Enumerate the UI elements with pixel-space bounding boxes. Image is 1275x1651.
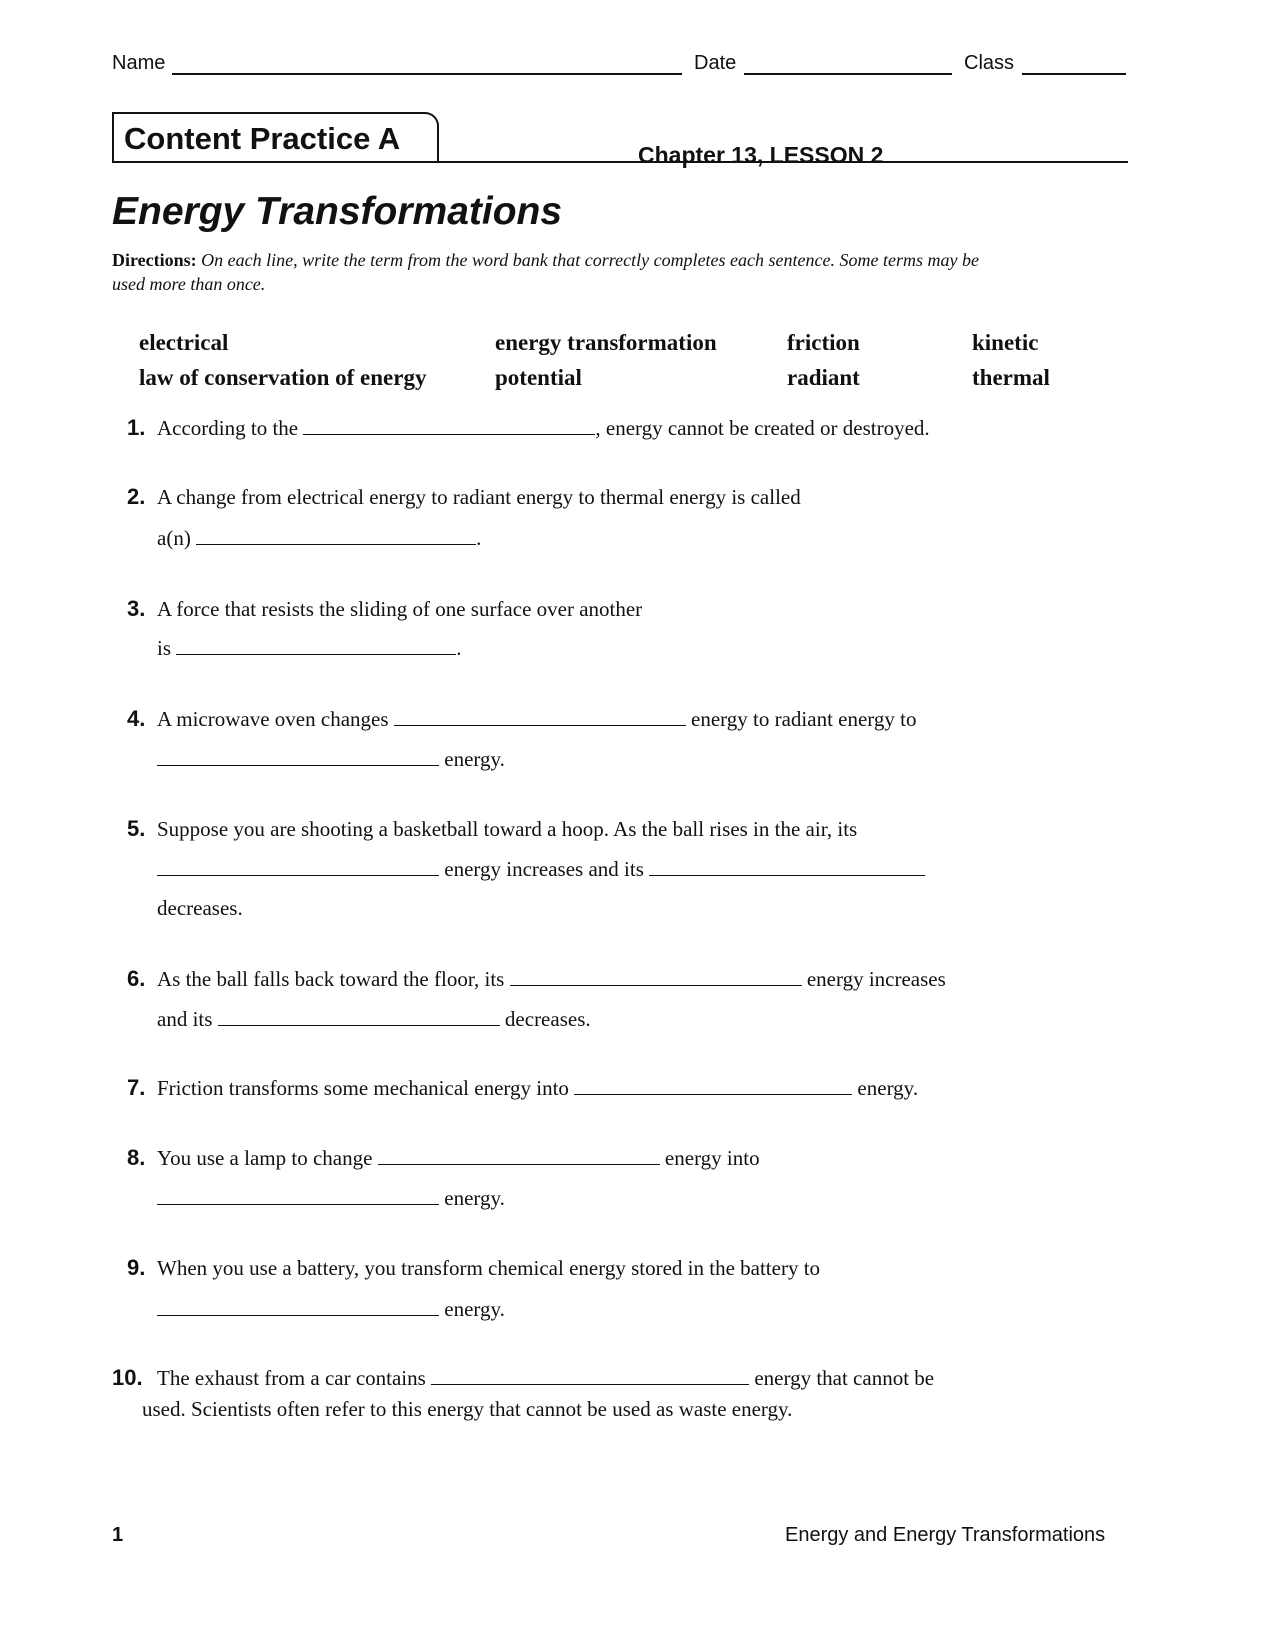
- question-text: According to the: [157, 416, 299, 440]
- answer-blank[interactable]: [157, 857, 439, 876]
- page-title: Energy Transformations: [112, 190, 563, 233]
- answer-blank[interactable]: [157, 1186, 439, 1205]
- question-text: used. Scientists often refer to this energy that cannot be used as waste energy.: [142, 1397, 793, 1421]
- question-number: 8.: [127, 1145, 146, 1170]
- question-number: 6.: [127, 966, 146, 991]
- directions-label: Directions:: [112, 250, 197, 270]
- word-bank-term: energy transformation: [495, 330, 717, 355]
- answer-blank[interactable]: [303, 416, 595, 435]
- answer-blank[interactable]: [157, 1297, 439, 1316]
- question-text: Suppose you are shooting a basketball toward a hoop. As the ball rises in the air, its: [157, 817, 858, 841]
- question-text: energy that cannot be: [754, 1366, 935, 1390]
- answer-blank[interactable]: [157, 747, 439, 766]
- question-text: energy.: [444, 747, 505, 771]
- chapter-lesson: Chapter 13, LESSON 2: [638, 142, 884, 168]
- answer-blank[interactable]: [218, 1007, 500, 1026]
- directions: [112, 248, 1012, 296]
- date-field[interactable]: [744, 73, 952, 75]
- footer-title: Energy and Energy Transformations: [785, 1524, 1106, 1546]
- word-bank-term: kinetic: [972, 330, 1039, 355]
- date-label: Date: [694, 52, 737, 74]
- question-text: energy into: [664, 1146, 760, 1170]
- word-bank-term: radiant: [787, 365, 860, 390]
- class-label: Class: [964, 52, 1015, 74]
- question-text: Friction transforms some mechanical energy into: [157, 1076, 569, 1100]
- question-text: a(n): [157, 526, 191, 550]
- question-number: 10.: [112, 1365, 143, 1390]
- class-field[interactable]: [1022, 73, 1126, 75]
- name-field[interactable]: [172, 73, 682, 75]
- question-text: and its: [157, 1007, 213, 1031]
- answer-blank[interactable]: [649, 857, 925, 876]
- question-text: energy to radiant energy to: [691, 707, 917, 731]
- word-bank-term: electrical: [139, 330, 229, 355]
- question-text: A microwave oven changes: [157, 707, 389, 731]
- answer-blank[interactable]: [431, 1366, 749, 1385]
- answer-blank[interactable]: [196, 526, 476, 545]
- question-text: .: [456, 636, 462, 660]
- question-text: A force that resists the sliding of one surface over another: [157, 597, 643, 621]
- title-rule: [112, 161, 1128, 163]
- question-text: energy increases: [806, 967, 946, 991]
- question-text: As the ball falls back toward the floor, its: [157, 967, 505, 991]
- question-text: , energy cannot be created or destroyed.: [595, 416, 930, 440]
- question-text: decreases.: [157, 896, 243, 920]
- name-label: Name: [112, 52, 166, 74]
- question-number: 1.: [127, 415, 146, 440]
- question-number: 2.: [127, 484, 146, 509]
- question-text: You use a lamp to change: [157, 1146, 373, 1170]
- question-number: 9.: [127, 1255, 146, 1280]
- question-text: The exhaust from a car contains: [157, 1366, 426, 1390]
- answer-blank[interactable]: [510, 967, 802, 986]
- answer-blank[interactable]: [176, 636, 456, 655]
- question-number: 3.: [127, 596, 146, 621]
- question-text: energy.: [444, 1186, 505, 1210]
- page-number: 1: [112, 1524, 124, 1546]
- question-text: is: [157, 636, 172, 660]
- question-text: energy.: [857, 1076, 919, 1100]
- question-text: A change from electrical energy to radiant energy to thermal energy is called: [157, 485, 801, 509]
- directions-text: On each line, write the term from the word bank that correctly completes each sentence. Some terms may be used more than once.: [112, 250, 979, 294]
- answer-blank[interactable]: [574, 1076, 852, 1095]
- word-bank-term: thermal: [972, 365, 1050, 390]
- word-bank-term: potential: [495, 365, 582, 390]
- answer-blank[interactable]: [378, 1146, 660, 1165]
- word-bank-term: friction: [787, 330, 860, 355]
- word-bank-term: law of conservation of energy: [139, 365, 427, 390]
- answer-blank[interactable]: [394, 707, 686, 726]
- question-number: 7.: [127, 1075, 146, 1100]
- question-number: 4.: [127, 706, 146, 731]
- question-text: energy.: [444, 1297, 505, 1321]
- content-practice-label: Content Practice A: [124, 121, 401, 156]
- question-number: 5.: [127, 816, 146, 841]
- question-text: energy increases and its: [444, 857, 644, 881]
- question-text: decreases.: [504, 1007, 591, 1031]
- question-text: When you use a battery, you transform chemical energy stored in the battery to: [157, 1256, 821, 1280]
- question-text: .: [476, 526, 482, 550]
